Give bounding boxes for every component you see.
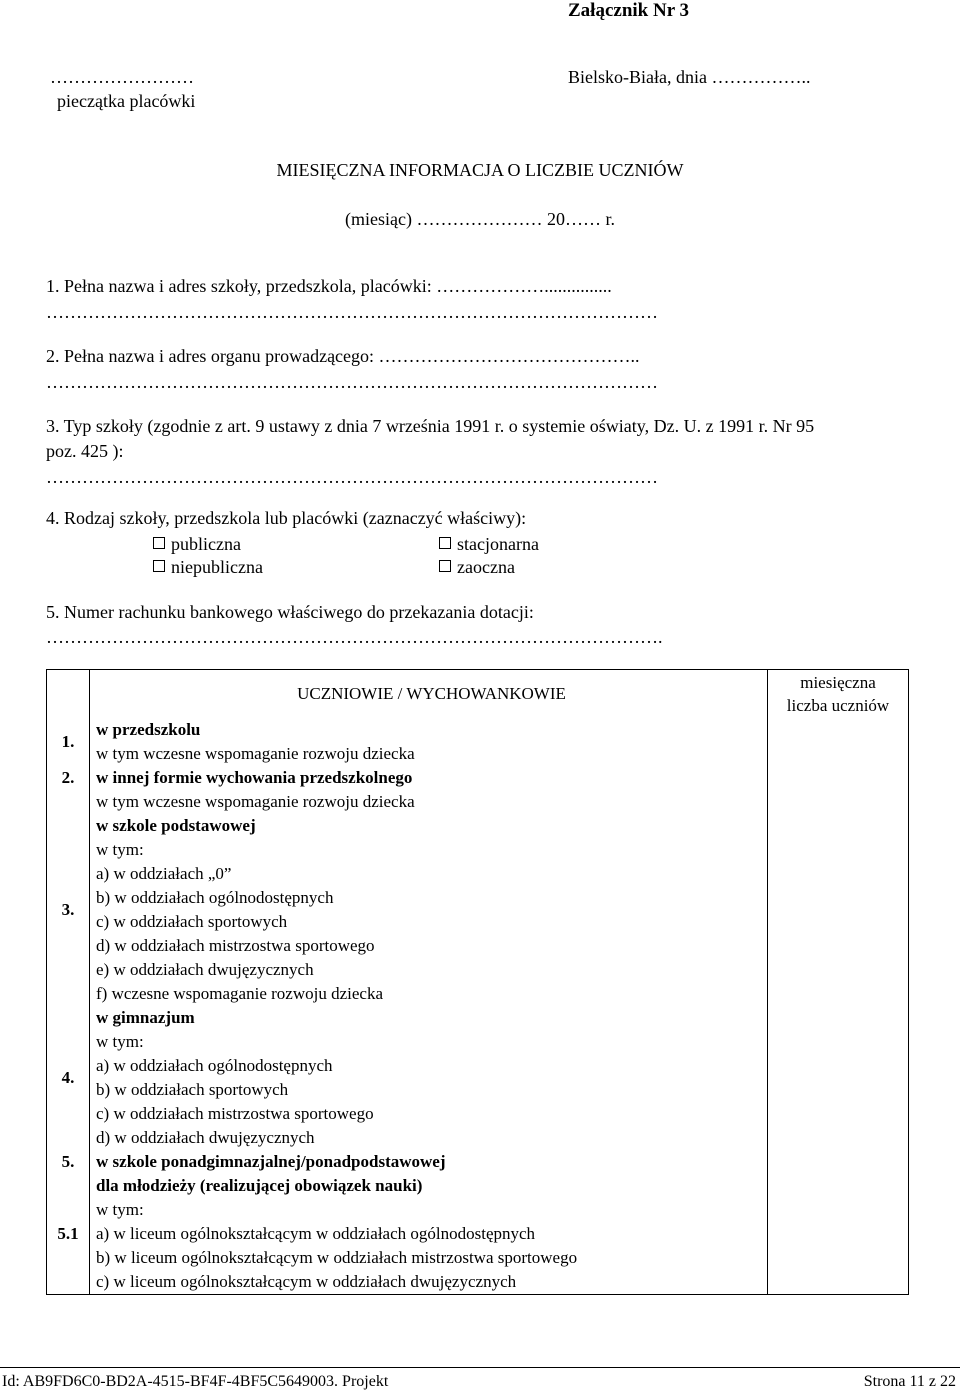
row-label: a) w oddziałach „0” [96,864,232,883]
option-niepubliczna[interactable]: niepubliczna [153,557,263,579]
row-label: dla młodzieży (realizującej obowiązek nauki) [96,1176,423,1195]
row-label: e) w oddziałach dwujęzycznych [96,960,314,979]
field-4-label: 4. Rodzaj szkoły, przedszkola lub placówki (zaznaczyć właściwy): [46,508,527,528]
row-label: w innej formie wychowania przedszkolnego [96,768,413,787]
table-row [47,814,909,838]
footer-page-number: Strona 11 z 22 [863,1373,956,1390]
stamp-label: pieczątka placówki [57,91,196,111]
count-cell[interactable] [768,814,909,1006]
page-title: MIESIĘCZNA INFORMACJA O LICZBIE UCZNIÓW [276,160,684,180]
row-label: w szkole ponadgimnazjalnej/ponadpodstawowej [96,1152,446,1171]
row-label: d) w oddziałach mistrzostwa sportowego [96,936,375,955]
field-5-dots: …………………………………………………………………………………………. [46,627,663,647]
footer-id: Id: AB9FD6C0-BD2A-4515-BF4F-4BF5C5649003. Projekt [2,1373,389,1390]
table-row [47,1150,909,1174]
field-1-dots: ………………………………………………………………………………………… [46,302,658,322]
row-label: w szkole podstawowej [96,816,256,835]
row-label: a) w oddziałach ogólnodostępnych [96,1056,333,1075]
field-3-label: 3. Typ szkoły (zgodnie z art. 9 ustawy z dnia 7 września 1991 r. o systemie oświaty, Dz. U. z 1991 r. Nr 95 [46,416,815,436]
count-cell[interactable] [768,1150,909,1174]
row-label: f) wczesne wspomaganie rozwoju dziecka [96,984,383,1003]
count-cell[interactable] [768,766,909,814]
row-label: c) w liceum ogólnokształcącym w oddziałach dwujęzycznych [96,1272,517,1291]
table-row [47,766,909,790]
row-number: 5. [47,1150,90,1174]
option-stacjonarna[interactable]: stacjonarna [439,534,539,556]
row-label: w tym: [96,1200,144,1219]
row-label: b) w oddziałach sportowych [96,1080,289,1099]
field-3-dots: ………………………………………………………………………………………… [46,467,658,487]
table-row [47,1174,909,1295]
table-header-row [47,670,909,719]
stamp-dots: …………………… [50,67,194,87]
checkbox-icon[interactable] [439,537,451,549]
row-label: w przedszkolu [96,720,201,739]
row-number: 1. [47,718,90,766]
option-zaoczna[interactable]: zaoczna [439,557,515,579]
row-label: w tym wczesne wspomaganie rozwoju dziecka [96,744,415,763]
checkbox-icon[interactable] [153,560,165,572]
row-label: b) w liceum ogólnokształcącym w oddziałach mistrzostwa sportowego [96,1248,578,1267]
field-1-label: 1. Pełna nazwa i adres szkoły, przedszkola, placówki: ………………............... [46,276,612,296]
row-number: 4. [47,1006,90,1150]
attachment-label: Załącznik Nr 3 [568,0,690,21]
row-label: w tym: [96,840,144,859]
row-label: a) w liceum ogólnokształcącym w oddziałach ogólnodostępnych [96,1224,536,1243]
count-cell[interactable] [768,1174,909,1295]
row-label: w tym: [96,1032,144,1051]
students-table [46,669,909,1295]
row-number: 3. [47,814,90,1006]
option-publiczna[interactable]: publiczna [153,534,241,556]
row-label: b) w oddziałach ogólnodostępnych [96,888,334,907]
footer-divider [0,1367,960,1368]
field-2-dots: ………………………………………………………………………………………… [46,372,658,392]
row-label: c) w oddziałach mistrzostwa sportowego [96,1104,374,1123]
checkbox-icon[interactable] [439,560,451,572]
row-label: d) w oddziałach dwujęzycznych [96,1128,315,1147]
checkbox-icon[interactable] [153,537,165,549]
table-header-main: UCZNIOWIE / WYCHOWANKOWIE [90,670,768,719]
count-cell[interactable] [768,718,909,766]
row-label: c) w oddziałach sportowych [96,912,288,931]
field-5-label: 5. Numer rachunku bankowego właściwego do przekazania dotacji: [46,602,534,622]
month-line: (miesiąc) ………………… 20…… r. [345,209,615,229]
field-2-label: 2. Pełna nazwa i adres organu prowadzącego: …………………………………….. [46,346,640,366]
table-row [47,718,909,742]
place-date: Bielsko-Biała, dnia …………….. [568,67,811,87]
row-label: w gimnazjum [96,1008,195,1027]
table-header-count: miesięczna liczba uczniów [768,670,909,719]
field-3-label-cont: poz. 425 ): [46,441,124,461]
row-number: 2. [47,766,90,814]
row-label: w tym wczesne wspomaganie rozwoju dziecka [96,792,415,811]
table-row [47,1006,909,1030]
count-cell[interactable] [768,1006,909,1150]
row-number: 5.1 [47,1174,90,1295]
